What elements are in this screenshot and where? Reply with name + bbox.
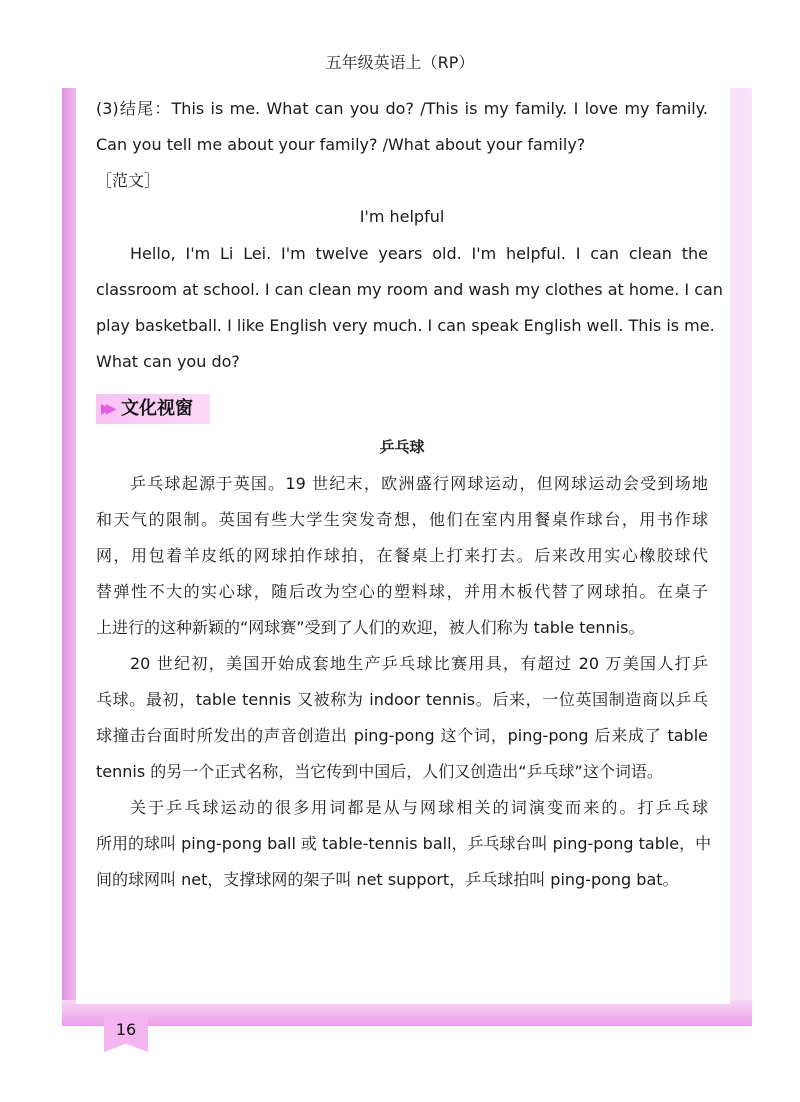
sample-essay-line-2: classroom at school. I can clean my room and wash my clothes at home. I can [96,280,723,299]
page-number: 16 [115,1020,137,1039]
article-p2-line-1: 20 世纪初，美国开始成套地生产乒乓球比赛用具，有超过 20 万美国人打乒 [130,654,708,673]
double-arrow-icon: ▶▶ [101,401,111,417]
sample-essay-line-4: What can you do? [96,352,240,371]
sample-essay-title: I'm helpful [359,207,445,226]
article-title: 乒乓球 [379,438,425,456]
article-p1-line-1: 乒乓球起源于英国。19 世纪末，欧洲盛行网球运动，但网球运动会受到场地 [130,474,708,493]
article-p1-line-5: 上进行的这种新颖的“网球赛”受到了人们的欢迎，被人们称为 table tennis。 [96,618,645,637]
article-p1-line-2: 和天气的限制。英国有些大学生突发奇想，他们在室内用餐桌作球台，用书作球 [96,510,708,529]
article-p2-line-2: 乓球。最初，table tennis 又被称为 indoor tennis。后来，一位英国制造商以乒乓 [96,690,708,709]
sample-essay-label: ［范文］ [96,171,161,190]
article-p1-line-3: 网，用包着羊皮纸的网球拍作球拍，在餐桌上打来打去。后来改用实心橡胶球代 [96,546,708,565]
ending-tip-line-2: Can you tell me about your family? /What about your family? [96,135,586,154]
sample-essay-line-1: Hello, I'm Li Lei. I'm twelve years old. I'm helpful. I can clean the [130,244,708,263]
sample-essay-line-3: play basketball. I like English very much. I can speak English well. This is me. [96,316,715,335]
article-p1-line-4: 替弹性不大的实心球，随后改为空心的塑料球，并用木板代替了网球拍。在桌子 [96,582,708,601]
article-p3-line-2: 所用的球叫 ping-pong ball 或 table-tennis ball，乒乓球台叫 ping-pong table，中 [96,834,712,853]
page-header-title: 五年级英语上（RP） [325,53,475,72]
article-p3-line-3: 间的球网叫 net，支撑球网的架子叫 net support，乒乓球拍叫 ping-pong bat。 [96,870,679,889]
culture-section-title: 文化视窗 [121,398,193,419]
ending-tip-line-1: (3)结尾：This is me. What can you do? /This is my family. I love my family. [96,99,708,118]
article-p3-line-1: 关于乒乓球运动的很多用词都是从与网球相关的词演变而来的。打乒乓球 [130,798,708,817]
article-p2-line-4: tennis 的另一个正式名称，当它传到中国后，人们又创造出“乒乓球”这个词语。 [96,762,663,781]
article-p2-line-3: 球撞击台面时所发出的声音创造出 ping-pong 这个词，ping-pong 后来成了 table [96,726,708,745]
